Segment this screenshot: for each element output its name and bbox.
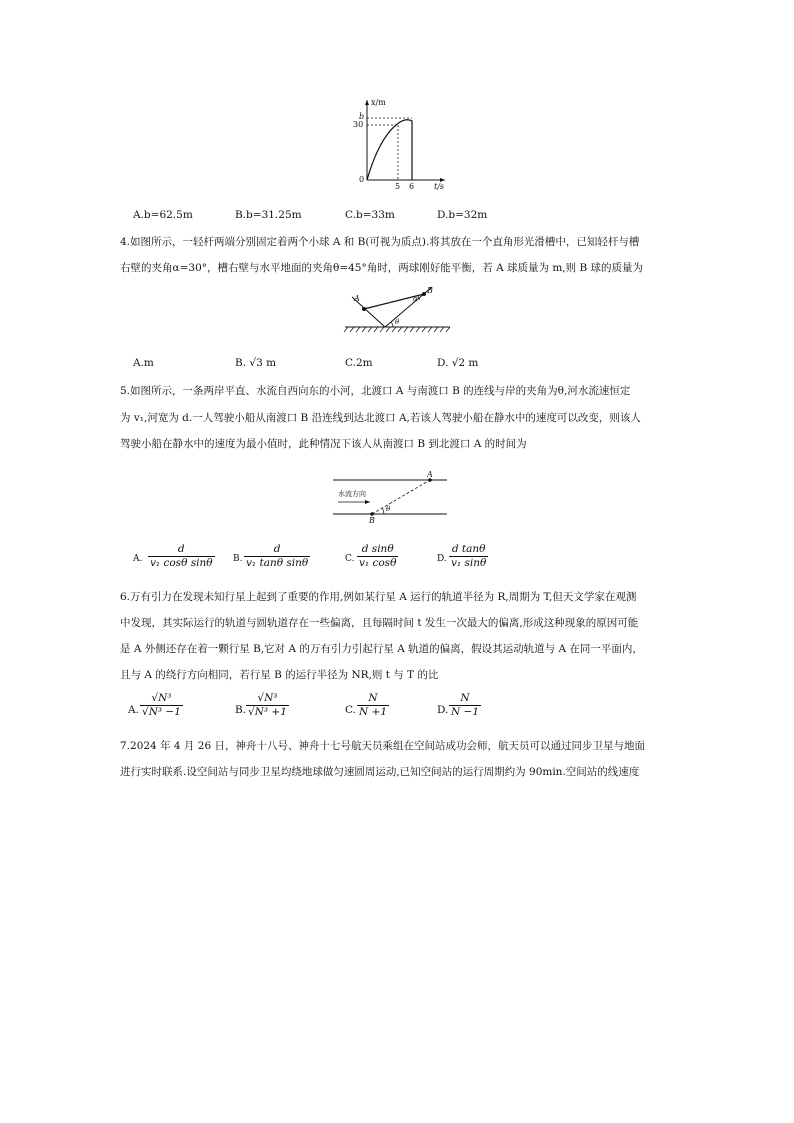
q5-option-d-num: d tanθ	[451, 543, 486, 555]
q5-line-3: 驾驶小船在静水中的速度为最小值时，此种情况下该人从南渡口 B 到北渡口 A 的时间为	[120, 438, 527, 450]
q5-option-d-den: v₁ sinθ	[451, 557, 487, 569]
q4-option-d: D. √2 m	[437, 357, 479, 369]
q5-option-a-den: v₁ cosθ sinθ	[150, 557, 213, 569]
q6-option-a-label: A.	[128, 704, 139, 716]
graph-tick-5: 5	[395, 182, 401, 191]
q5-option-a-fraction	[148, 543, 215, 570]
q4-line-1: 4.如图所示，一轻杆两端分别固定着两个小球 A 和 B(可视为质点).将其放在一个直角形光滑槽中，已知轻杆与槽	[120, 236, 640, 248]
q6-option-b-den: √N³ +1	[248, 706, 287, 718]
q6-option-c-den: N +1	[359, 706, 388, 718]
q6-line-4: 且与 A 的绕行方向相同，若行星 B 的运行半径为 NR,则 t 与 T 的比	[120, 669, 439, 681]
q4-figure	[340, 283, 455, 335]
q5-option-b-fraction	[244, 543, 310, 570]
q6-option-c-num: N	[368, 692, 378, 704]
q5-option-a-num: d	[177, 543, 185, 555]
q6-option-a-den: √N³ −1	[142, 706, 181, 718]
q4-option-b: B. √3 m	[235, 357, 277, 369]
q6-option-d-fraction	[449, 692, 481, 719]
q5-line-1: 5.如图所示，一条两岸平直、水流自西向东的小河，北渡口 A 与南渡口 B 的连线与岸的夹角为θ,河水流速恒定	[120, 385, 631, 397]
q6-line-1: 6.万有引力在发现未知行星上起到了重要的作用,例如某行星 A 运行的轨道半径为 R,周期为 T,但天文学家在观测	[120, 591, 637, 603]
q4-fig-label-theta: θ	[395, 318, 400, 326]
q5-option-a-label: A.	[133, 554, 143, 564]
q4-fig-label-b: B	[427, 286, 433, 295]
q5-option-d-label: D.	[437, 554, 447, 564]
q4-fig-label-alpha: α	[413, 295, 418, 303]
q4-option-c: C.2m	[345, 357, 373, 369]
q5-option-c-label: C.	[345, 554, 355, 564]
graph-ylabel: x/m	[371, 98, 386, 107]
q6-option-c-label: C.	[345, 704, 356, 716]
q6-option-b-fraction	[246, 692, 289, 719]
q6-option-d-num: N	[460, 692, 470, 704]
q5-fig-label-b: B	[369, 516, 375, 525]
q5-river-figure	[330, 470, 450, 528]
graph-tick-b: b	[359, 112, 365, 121]
q5-fig-label-flow: 水流方向	[338, 490, 366, 498]
q5-option-c-den: v₁ cosθ	[359, 557, 397, 569]
q5-option-d-fraction	[449, 543, 488, 570]
q5-option-c-num: d sinθ	[361, 543, 394, 555]
q5-option-c-fraction	[357, 543, 398, 570]
graph-tick-6: 6	[409, 182, 415, 191]
q6-option-c-fraction	[357, 692, 389, 719]
q5-fig-label-a: A	[427, 470, 433, 479]
q5-line-2: 为 v₁,河宽为 d.一人驾驶小船从南渡口 B 沿连线到达北渡口 A,若该人驾驶小船在静水中的速度可以改变，则该人	[120, 412, 641, 424]
q6-option-d-den: N −1	[451, 706, 480, 718]
q6-option-b-num: √N³	[257, 692, 278, 704]
q6-option-a-num: √N³	[151, 692, 172, 704]
q6-line-2: 中发现，其实际运行的轨道与圆轨道存在一些偏离，且每隔时间 t 发生一次最大的偏离,形成这种现象的原因可能	[120, 617, 639, 629]
q5-option-b-label: B.	[233, 554, 243, 564]
q6-option-b-label: B.	[235, 704, 247, 716]
q6-option-d-label: D.	[437, 704, 449, 716]
q5-option-b-num: d	[273, 543, 281, 555]
q7-line-1: 7.2024 年 4 月 26 日，神舟十八号、神舟十七号航天员乘组在空间站成功会师，航天员可以通过同步卫星与地面	[120, 740, 645, 752]
q4-figure-svg	[340, 283, 455, 335]
xt-graph-svg	[340, 95, 455, 195]
q6-line-3: 是 A 外侧还存在着一颗行星 B,它对 A 的万有引力引起行星 A 轨道的偏离，假设其运动轨道与 A 在同一平面内，	[120, 643, 643, 655]
q5-option-b-den: v₁ tanθ sinθ	[246, 557, 309, 569]
graph-tick-30: 30	[353, 120, 364, 129]
q3-option-d: D.b=32m	[437, 209, 488, 221]
q3-option-c: C.b=33m	[345, 209, 395, 221]
q4-line-2: 右壁的夹角α=30°，槽右壁与水平地面的夹角θ=45°角时，两球刚好能平衡，若 A 球质量为 m,则 B 球的质量为	[120, 262, 644, 274]
q5-fig-label-theta: θ	[386, 505, 391, 513]
graph-origin: 0	[359, 175, 365, 184]
q3-option-b: B.b=31.25m	[235, 209, 302, 221]
xt-graph	[340, 95, 455, 195]
q4-fig-label-a: A	[354, 294, 360, 303]
graph-xlabel: t/s	[434, 182, 445, 191]
q3-option-a: A.b=62.5m	[133, 209, 193, 221]
q4-option-a: A.m	[133, 357, 154, 369]
q6-option-a-fraction	[140, 692, 183, 719]
q7-line-2: 进行实时联系.设空间站与同步卫星均绕地球做匀速圆周运动,已知空间站的运行周期约为 90min.空间站的线速度	[120, 766, 640, 778]
